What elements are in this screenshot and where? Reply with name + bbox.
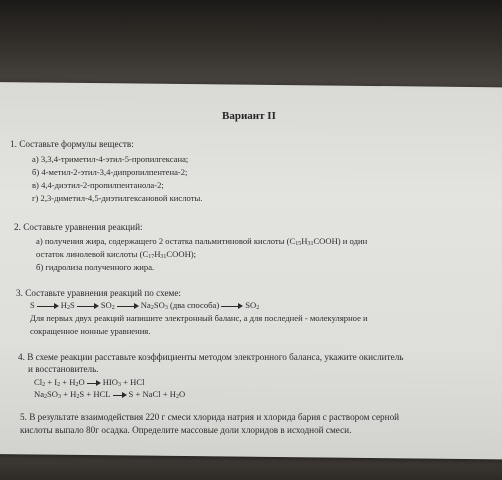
q3-heading: 3. Составьте уравнения реакций по схеме:: [16, 288, 181, 298]
q1-item-b: б) 4-метил-2-этил-3,4-дипропилпентена-2;: [32, 167, 188, 177]
q4-heading-line2: и восстановитель.: [28, 364, 99, 374]
arrow-icon: [113, 392, 127, 398]
arrow-icon: [221, 303, 243, 309]
q2-item-b: б) гидролиза полученного жира.: [36, 262, 155, 272]
q5-line2: кислоты выпало 80г осадка. Определите массовые доли хлоридов в исходной смеси.: [20, 425, 352, 435]
q1-heading: 1. Составьте формулы веществ:: [10, 139, 134, 149]
q1-item-d: г) 2,3-диметил-4,5-диэтилгексановой кислоты.: [32, 193, 203, 203]
q2-item-a-line2: остаток линолевой кислоты $(C_{17}H_{31}COOH)$;: [36, 249, 197, 260]
q2-item-a-line1: а) получения жира, содержащего 2 остатка пальмитиновой кислоты $(C_{15}H_{31}COOH)$ и один: [36, 236, 368, 247]
arrow-icon: [37, 303, 59, 309]
q1-item-c: в) 4,4-диэтил-2-пропилпентанола-2;: [32, 180, 164, 190]
q3-scheme: S $H_2S$ $SO_2$ $Na_2SO_3$ (два способа) $SO_2$: [30, 300, 260, 311]
q2-heading: 2. Составьте уравнения реакций:: [14, 222, 143, 232]
q3-instruction-line2: сокращенное ионные уравнения.: [30, 326, 151, 336]
arrow-icon: [77, 303, 99, 309]
q5-line1: 5. В результате взаимодействия 220 г смеси хлорида натрия и хлорида бария с раствором серной: [20, 412, 400, 422]
q4-equation-2: $Na_2SO_3 + H_2S$ + HCL S + NaCl + $H_2O$: [34, 389, 186, 400]
q1-item-a: а) 3,3,4-триметил-4-этил-5-пропилгексана;: [32, 154, 189, 164]
arrow-icon: [117, 303, 139, 309]
document-title: Вариант II: [222, 110, 276, 122]
q3-instruction-line1: Для первых двух реакций напишите электронный баланс, а для последней - молекулярное и: [30, 313, 368, 323]
q4-heading-line1: 4. В схеме реакции расставьте коэффициенты методом электронного баланса, укажите окислитель: [18, 352, 404, 362]
arrow-icon: [87, 380, 101, 386]
q4-equation-1: $Cl_2 + I_2 + H_2O$ $HIO_3$ + HCl: [34, 377, 145, 388]
